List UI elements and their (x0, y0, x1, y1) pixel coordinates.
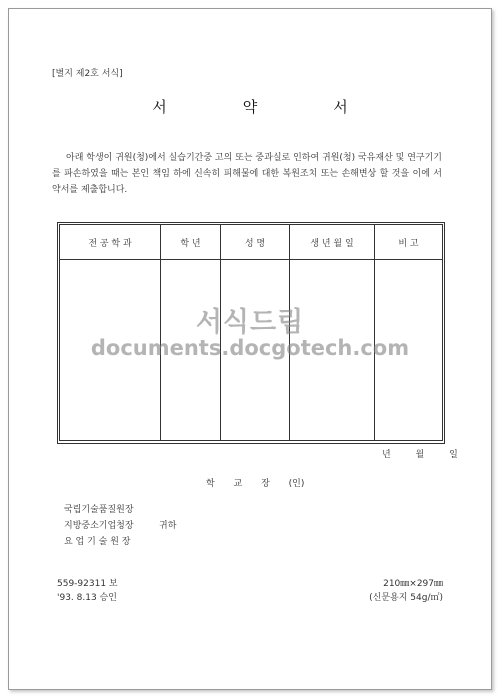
header-name: 성 명 (221, 225, 290, 260)
addressee: 귀하 (159, 521, 177, 531)
school-principal-line: 학 교 장 (인) (206, 479, 305, 489)
footer-left (57, 577, 118, 605)
title-char: 서 (333, 98, 348, 116)
recipient-list (64, 502, 134, 550)
pledge-text: 아래 학생이 귀원(청)에서 실습기간중 고의 또는 중과실로 인하여 귀원(청) 국유재산 및 연구기기를 파손하였을 때는 본인 책임 하에 신속히 피해물에 대한 복원조치 또는 손해변상 할 것을 이에 서약서를 제출합니다. (52, 153, 442, 195)
date-line: 년 월 일 (382, 450, 458, 460)
watermark-url: documents.docgotech.com (90, 336, 410, 360)
table-header-row (60, 225, 443, 260)
header-major: 전 공 학 과 (60, 225, 161, 260)
title-char: 약 (242, 98, 258, 116)
title-char: 서 (152, 98, 167, 116)
recipient-item: 요 업 기 술 원 장 (64, 537, 131, 547)
paper-type: (신문용지 54g/㎡) (369, 593, 443, 603)
form-code: 559-92311 보 (57, 579, 118, 589)
document-title (0, 96, 500, 117)
recipient-item: 지방중소기업청장 (64, 521, 134, 531)
header-grade: 학 년 (161, 225, 221, 260)
header-remarks: 비 고 (375, 225, 443, 260)
recipient-item: 국립기술품질원장 (64, 505, 134, 515)
header-birthdate: 생 년 월 일 (290, 225, 375, 260)
approval-date: '93. 8.13 승인 (57, 593, 117, 603)
watermark-name: 서식드림 (195, 307, 305, 338)
paper-size: 210㎜×297㎜ (383, 579, 443, 589)
form-number: [별지 제2호 서식] (52, 69, 123, 79)
footer-right (369, 577, 443, 605)
